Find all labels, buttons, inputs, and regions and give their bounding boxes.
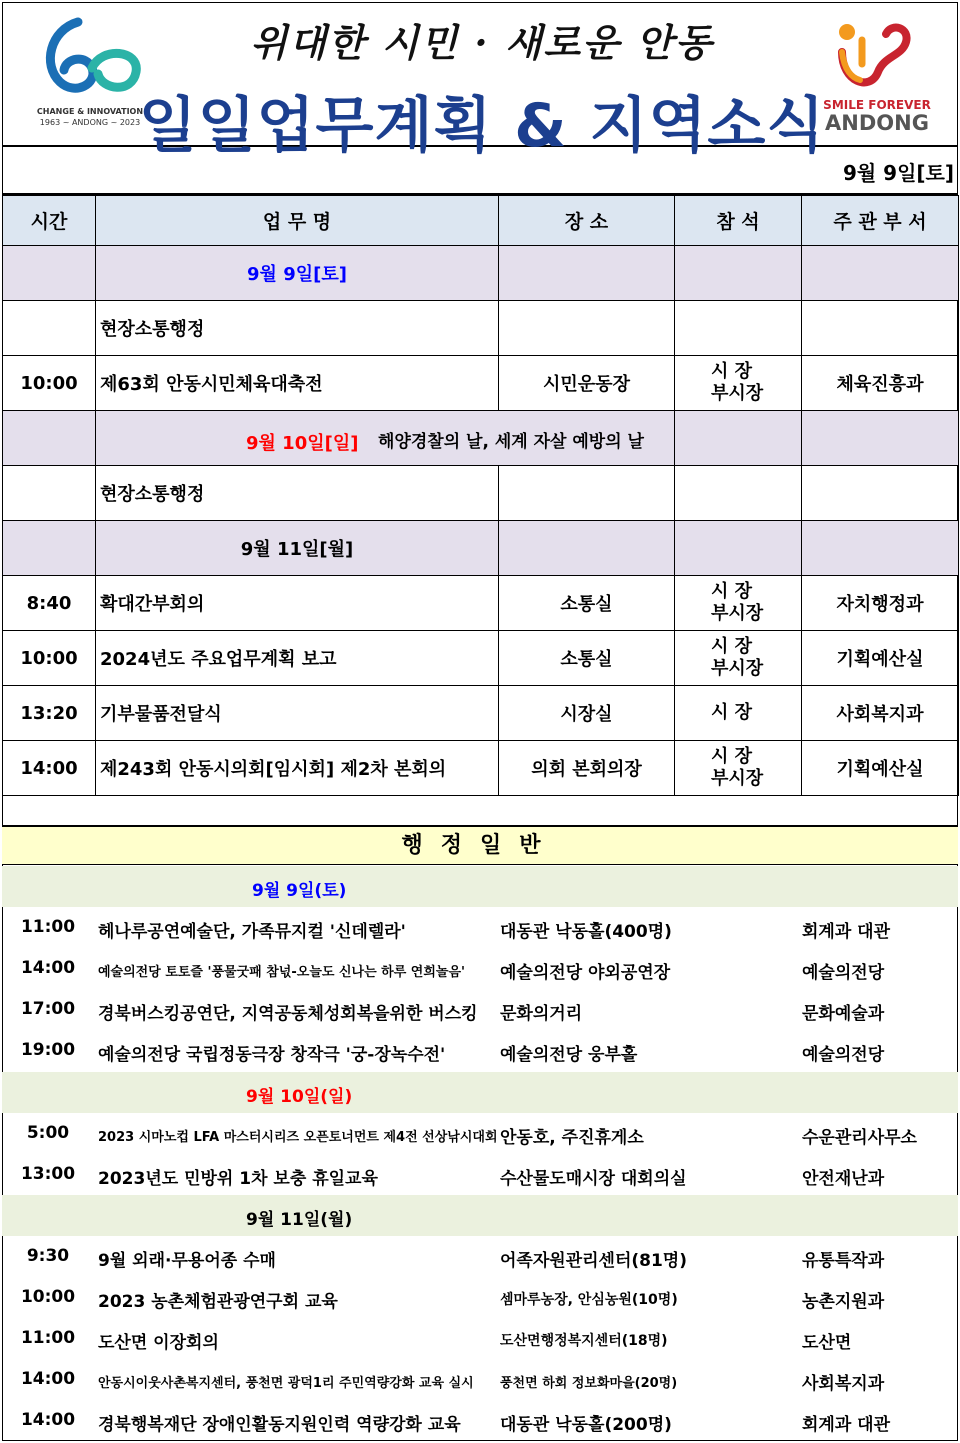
- task-dept: 체육진흥과: [802, 356, 959, 411]
- event-name: 경북행복재단 장애인활동지원인력 역량강화 교육: [98, 1415, 461, 1435]
- event-name: 도산면 이장회의: [98, 1333, 219, 1353]
- event-dept: 농촌지원과: [802, 1292, 885, 1312]
- list-item: [2, 907, 958, 948]
- list-item: [2, 1359, 958, 1400]
- list-item: [2, 1154, 958, 1195]
- attendee: 시 장: [711, 581, 753, 602]
- group-date: 9월 11일(월): [246, 1210, 353, 1230]
- event-place: 안동호, 주진휴게소: [500, 1128, 644, 1148]
- task-dept: 기획예산실: [802, 741, 959, 796]
- logo-right-line2: ANDONG: [825, 111, 929, 135]
- event-dept: 안전재난과: [802, 1169, 885, 1189]
- event-time: 14:00: [20, 1369, 76, 1389]
- event-dept: 예술의전당: [802, 963, 885, 983]
- event-dept: 예술의전당: [802, 1045, 885, 1065]
- table-header-row: [3, 196, 959, 246]
- task-name: 현장소통행정: [96, 466, 499, 521]
- event-time: 14:00: [20, 1410, 76, 1430]
- table-row: [3, 466, 959, 521]
- schedule-table: [2, 195, 959, 796]
- list-item: [2, 948, 958, 989]
- task-name: 확대간부회의: [96, 576, 499, 631]
- list-item: [2, 1236, 958, 1277]
- event-place: 문화의거리: [500, 1004, 583, 1024]
- task-time: 10:00: [3, 631, 96, 686]
- col-place-header: 장 소: [499, 196, 675, 246]
- date-group-row: [2, 866, 958, 907]
- event-dept: 수운관리사무소: [802, 1128, 917, 1148]
- task-time: 13:20: [3, 686, 96, 741]
- event-dept: 도산면: [802, 1333, 852, 1353]
- group-date: 9월 9일(토): [252, 881, 347, 901]
- event-name: 예술의전당 국립정동극장 창작극 '궁-장녹수전': [98, 1045, 446, 1065]
- event-place: 셈마루농장, 안심농원(10명): [500, 1292, 678, 1308]
- attendee: 시 장: [711, 636, 753, 657]
- task-place: 의회 본회의장: [499, 741, 675, 796]
- list-item: [2, 1277, 958, 1318]
- event-dept: 회계과 대관: [802, 922, 891, 942]
- task-attendees: [675, 631, 802, 686]
- attendee: 부시장: [711, 658, 764, 679]
- event-place: 어족자원관리센터(81명): [500, 1251, 687, 1271]
- table-row: [3, 686, 959, 741]
- task-place: 시민운동장: [499, 356, 675, 411]
- task-attendees: [675, 686, 802, 741]
- event-name: 9월 외래·무용어종 수매: [98, 1251, 276, 1271]
- group-date: 9월 10일(일): [246, 1087, 353, 1107]
- day-label: 9월 9일[토]: [96, 246, 499, 301]
- task-attendees: [675, 356, 802, 411]
- event-time: 5:00: [26, 1123, 70, 1143]
- table-row: [3, 576, 959, 631]
- event-dept: 유통특작과: [802, 1251, 885, 1271]
- logo-left-line1: CHANGE & INNOVATION: [36, 107, 144, 116]
- task-time: 10:00: [3, 356, 96, 411]
- day-row: [3, 246, 959, 301]
- col-task-header: 업 무 명: [96, 196, 499, 246]
- event-place: 대동관 낙동홀(200명): [500, 1415, 672, 1435]
- event-place: 도산면행정복지센터(18명): [500, 1333, 668, 1349]
- list-item: [2, 989, 958, 1030]
- event-place: 대동관 낙동홀(400명): [500, 922, 672, 942]
- event-name: 경북버스킹공연단, 지역공동체성회복을위한 버스킹: [98, 1004, 478, 1024]
- event-name: 2023 농촌체험관광연구회 교육: [98, 1292, 338, 1312]
- col-attendee-header: 참 석: [675, 196, 802, 246]
- page-title: 일일업무계획 & 지역소식: [138, 91, 826, 161]
- event-time: 19:00: [20, 1040, 76, 1060]
- attendee: 부시장: [711, 383, 764, 404]
- task-name: 현장소통행정: [96, 301, 499, 356]
- task-name: 제243회 안동시의회[임시회] 제2차 본회의: [96, 741, 499, 796]
- day-row: [3, 521, 959, 576]
- date-group-row: [2, 1072, 958, 1113]
- event-dept: 사회복지과: [802, 1374, 885, 1394]
- list-item: [2, 1113, 958, 1154]
- task-name: 2024년도 주요업무계획 보고: [96, 631, 499, 686]
- attendee: 부시장: [711, 768, 764, 789]
- day-label: 9월 11일[월]: [96, 521, 499, 576]
- day-cell: [96, 411, 675, 466]
- task-place: 소통실: [499, 576, 675, 631]
- col-time-header: 시간: [3, 196, 96, 246]
- task-time: 14:00: [3, 741, 96, 796]
- day-row: [3, 411, 959, 466]
- table-row: [3, 741, 959, 796]
- day-note: 해양경찰의 날, 세계 자살 예방의 날: [378, 432, 644, 452]
- slogan: 위대한 시민 · 새로운 안동: [250, 20, 714, 65]
- task-attendees: [675, 576, 802, 631]
- section-title-general: 행정일반: [2, 825, 958, 865]
- event-time: 10:00: [20, 1287, 76, 1307]
- logo-left-line2: 1963 ~ ANDONG ~ 2023: [39, 118, 141, 127]
- report-date: 9월 9일[토]: [842, 161, 954, 185]
- event-name: 헤나루공연예술단, 가족뮤지컬 '신데렐라': [98, 922, 406, 942]
- date-group-row: [2, 1195, 958, 1236]
- task-time: 8:40: [3, 576, 96, 631]
- header: [2, 2, 958, 161]
- event-time: 9:30: [26, 1246, 70, 1266]
- list-item: [2, 1400, 958, 1441]
- task-name: 제63회 안동시민체육대축전: [96, 356, 499, 411]
- event-name: 2023년도 민방위 1차 보충 휴일교육: [98, 1169, 378, 1189]
- day-label: 9월 10일[일]: [246, 433, 359, 454]
- col-dept-header: 주 관 부 서: [802, 196, 959, 246]
- event-time: 13:00: [20, 1164, 76, 1184]
- task-dept: 자치행정과: [802, 576, 959, 631]
- andong-city-logo: [812, 12, 942, 142]
- event-dept: 회계과 대관: [802, 1415, 891, 1435]
- event-place: 예술의전당 야외공연장: [500, 963, 671, 983]
- attendee: 시 장: [711, 361, 753, 382]
- attendee: 시 장: [711, 702, 753, 723]
- event-time: 14:00: [20, 958, 76, 978]
- event-time: 17:00: [20, 999, 76, 1019]
- date-bar: [2, 147, 958, 195]
- table-row: [3, 301, 959, 356]
- task-dept: 기획예산실: [802, 631, 959, 686]
- event-place: 풍천면 하회 정보화마을(20명): [500, 1376, 678, 1391]
- task-attendees: [675, 741, 802, 796]
- event-name: 예술의전당 토토즐 '풍물굿패 참넋-오늘도 신나는 하루 연희놀음': [98, 965, 466, 980]
- task-place: 소통실: [499, 631, 675, 686]
- event-place: 예술의전당 웅부홀: [500, 1045, 638, 1065]
- table-row: [3, 356, 959, 411]
- event-name: 안동시이웃사촌복지센터, 풍천면 광덕1리 주민역량강화 교육 실시: [98, 1376, 474, 1391]
- list-item: [2, 1030, 958, 1071]
- list-item: [2, 1318, 958, 1359]
- task-dept: 사회복지과: [802, 686, 959, 741]
- table-row: [3, 631, 959, 686]
- task-name: 기부물품전달식: [96, 686, 499, 741]
- event-time: 11:00: [20, 917, 76, 937]
- attendee: 부시장: [711, 603, 764, 624]
- event-dept: 문화예술과: [802, 1004, 885, 1024]
- event-place: 수산물도매시장 대회의실: [500, 1169, 687, 1189]
- event-name: 2023 시마노컵 LFA 마스터시리즈 오픈토너먼트 제4전 선상낚시대회: [98, 1130, 498, 1145]
- logo-right-line1: SMILE FOREVER: [823, 98, 931, 112]
- attendee: 시 장: [711, 746, 753, 767]
- event-time: 11:00: [20, 1328, 76, 1348]
- task-place: 시장실: [499, 686, 675, 741]
